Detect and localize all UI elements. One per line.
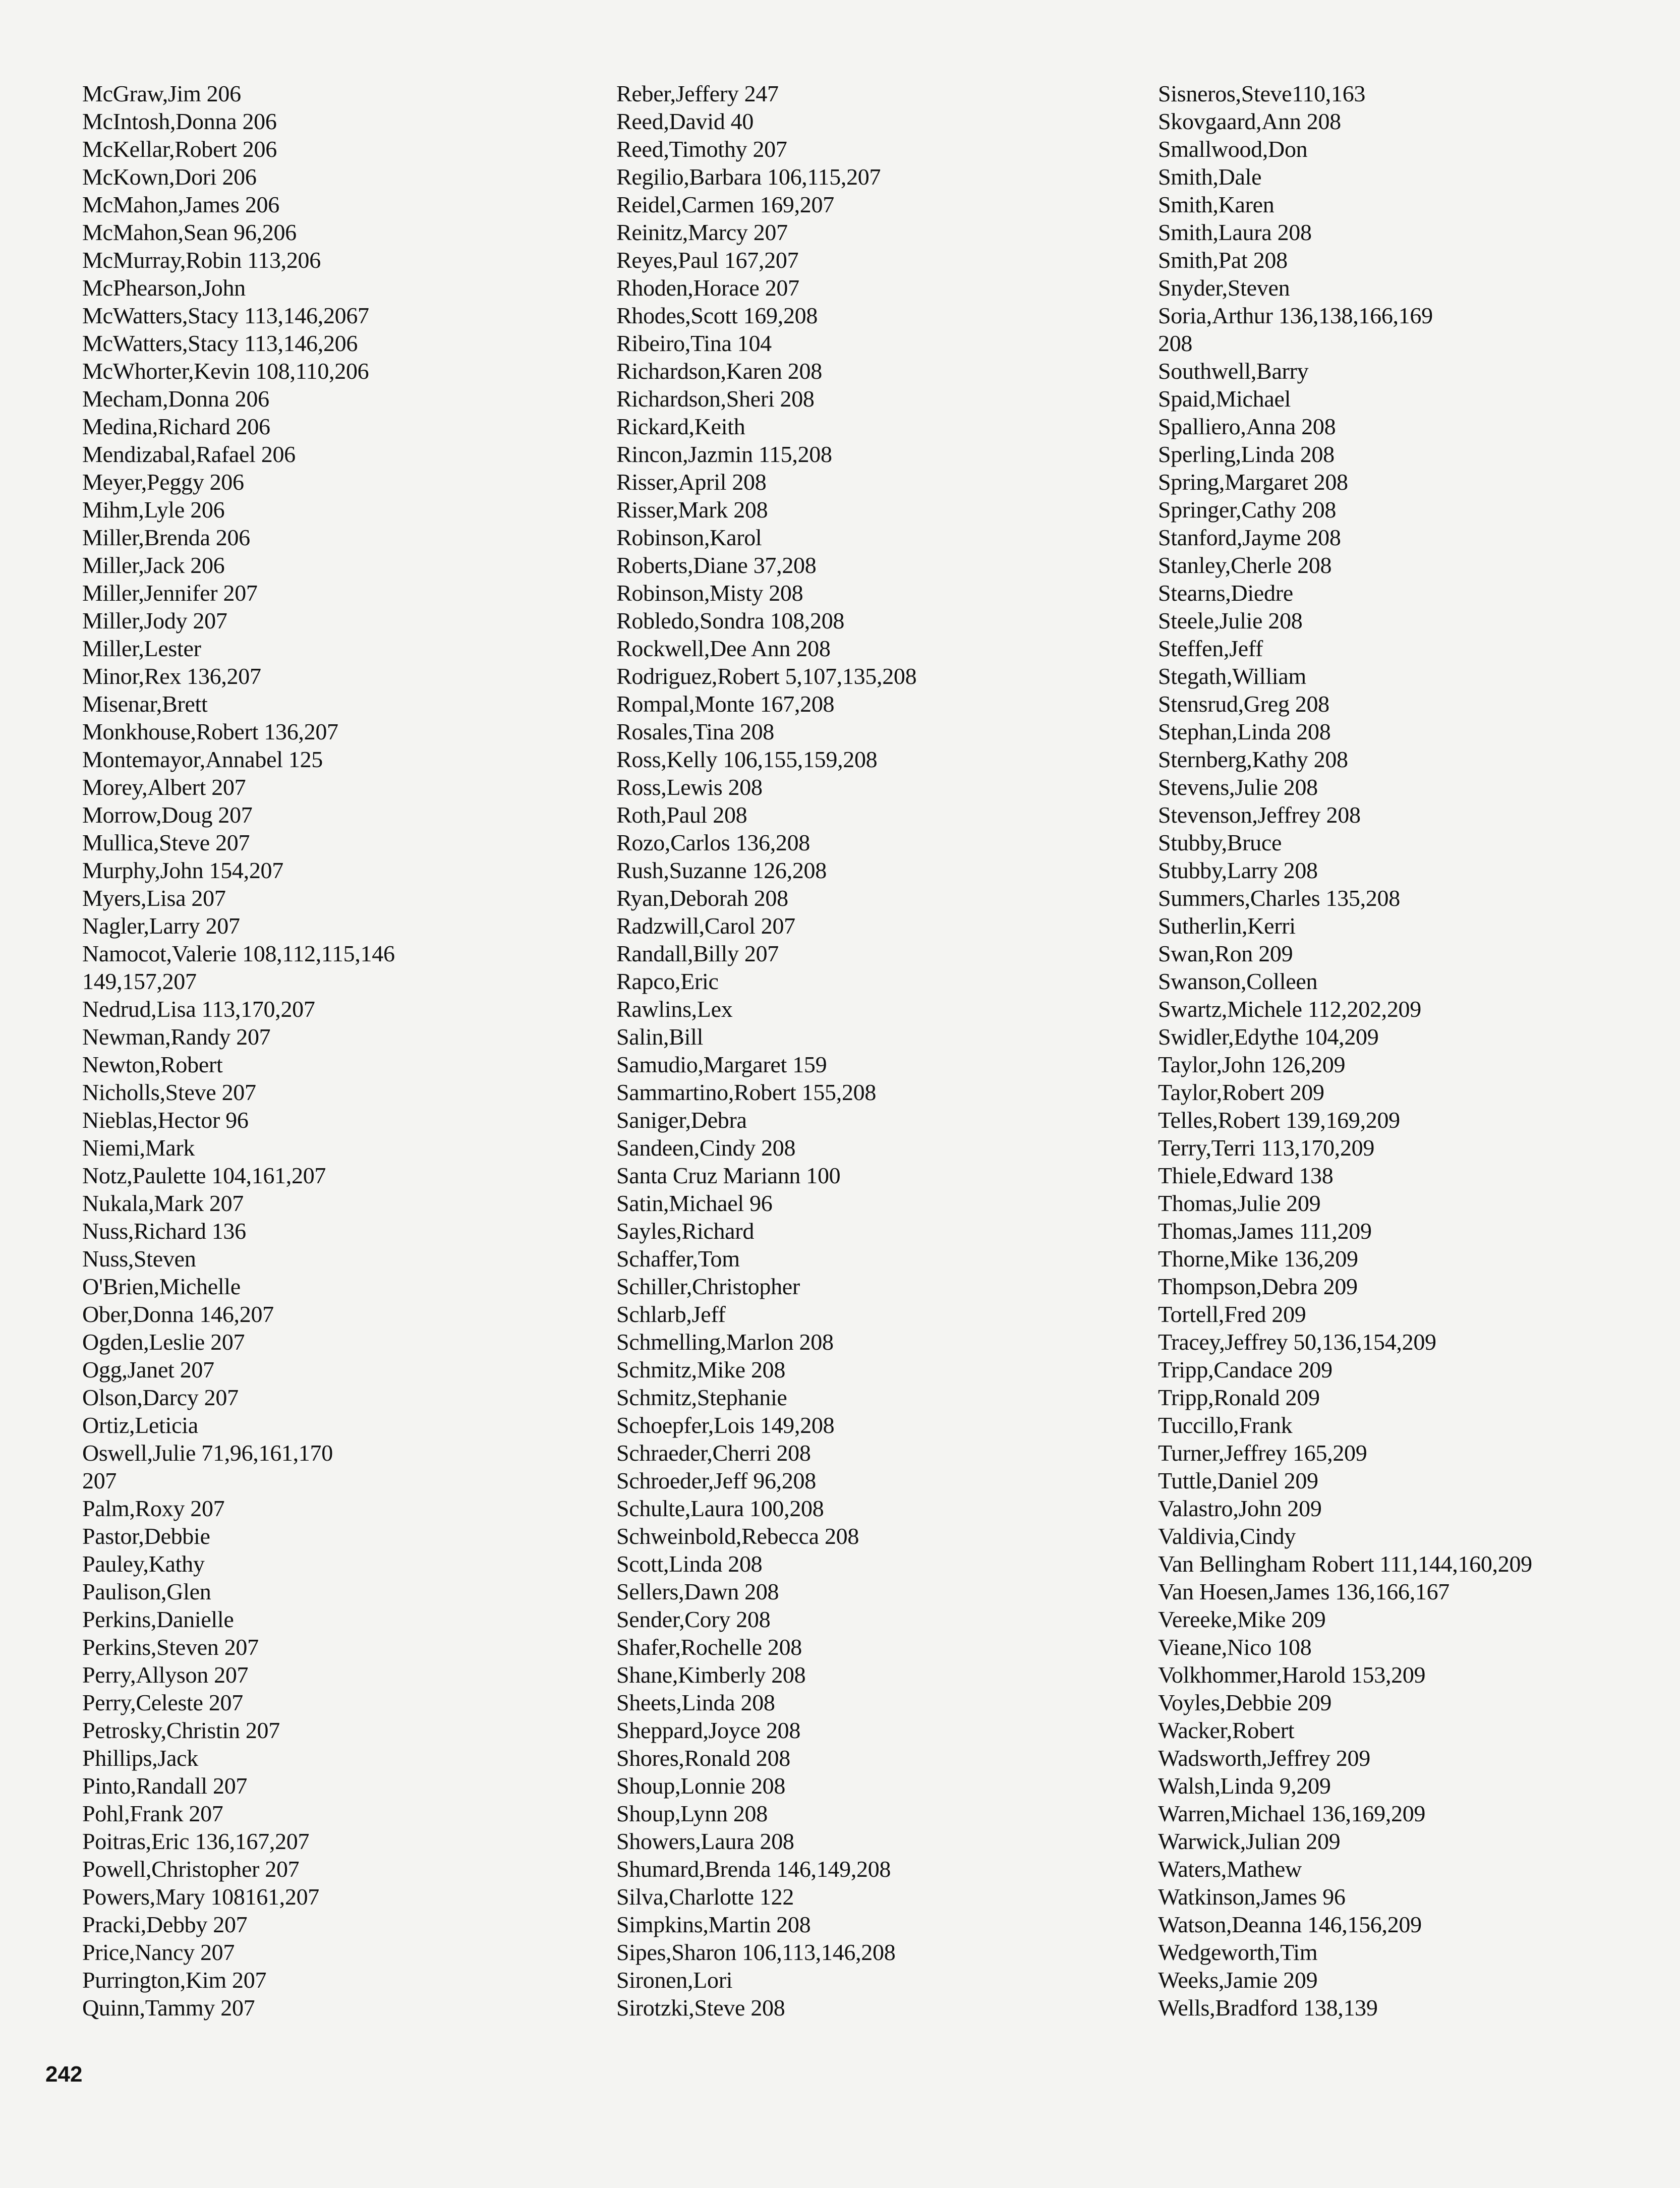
index-entry: Smith,Karen xyxy=(1158,192,1275,217)
index-entry: McWatters,Stacy 113,146,2067 xyxy=(82,303,369,328)
index-entry: Reidel,Carmen 169,207 xyxy=(616,192,834,217)
index-entry: Mendizabal,Rafael 206 xyxy=(82,441,296,467)
index-entry: Montemayor,Annabel 125 xyxy=(82,746,323,772)
index-entry: McMahon,Sean 96,206 xyxy=(82,219,297,245)
index-entry: Sirotzki,Steve 208 xyxy=(616,1995,785,2021)
index-entry: Risser,April 208 xyxy=(616,469,767,495)
index-entry: Taylor,John 126,209 xyxy=(1158,1052,1346,1077)
index-entry: Shoup,Lynn 208 xyxy=(616,1801,768,1826)
index-entry: Rhodes,Scott 169,208 xyxy=(616,303,818,328)
index-entry: Tracey,Jeffrey 50,136,154,209 xyxy=(1158,1329,1436,1355)
index-entry: Tripp,Ronald 209 xyxy=(1158,1385,1320,1410)
index-entry: Reyes,Paul 167,207 xyxy=(616,247,799,273)
index-entry: Rickard,Keith xyxy=(616,414,745,439)
index-entry: Pinto,Randall 207 xyxy=(82,1773,248,1799)
index-entry: Wadsworth,Jeffrey 209 xyxy=(1158,1745,1370,1771)
index-entry: Sayles,Richard xyxy=(616,1218,755,1244)
index-entry: Telles,Robert 139,169,209 xyxy=(1158,1107,1400,1133)
index-entry: Ryan,Deborah 208 xyxy=(616,885,788,911)
index-entry: Stephan,Linda 208 xyxy=(1158,719,1331,744)
index-entry: Schulte,Laura 100,208 xyxy=(616,1495,824,1521)
index-entry: Robinson,Misty 208 xyxy=(616,580,803,606)
index-entry: McKown,Dori 206 xyxy=(82,164,257,190)
index-entry: Warren,Michael 136,169,209 xyxy=(1158,1801,1426,1826)
index-entry: Miller,Lester xyxy=(82,636,201,661)
index-entry: Sperling,Linda 208 xyxy=(1158,441,1335,467)
index-entry: Southwell,Barry xyxy=(1158,358,1309,384)
index-entry: Nedrud,Lisa 113,170,207 xyxy=(82,996,315,1022)
index-entry: Perry,Celeste 207 xyxy=(82,1690,243,1715)
index-entry: Schweinbold,Rebecca 208 xyxy=(616,1523,859,1549)
index-entry: McWatters,Stacy 113,146,206 xyxy=(82,330,358,356)
index-entry: Ogg,Janet 207 xyxy=(82,1357,214,1383)
index-entry: Vereeke,Mike 209 xyxy=(1158,1606,1326,1632)
index-entry: Nuss,Richard 136 xyxy=(82,1218,246,1244)
index-entry: Poitras,Eric 136,167,207 xyxy=(82,1828,310,1854)
index-entry: Warwick,Julian 209 xyxy=(1158,1828,1341,1854)
index-entry: Mullica,Steve 207 xyxy=(82,830,250,855)
index-column-1 xyxy=(82,80,395,2022)
index-entry: Pracki,Debby 207 xyxy=(82,1912,248,1937)
index-entry: Price,Nancy 207 xyxy=(82,1939,235,1965)
index-entry: Ogden,Leslie 207 xyxy=(82,1329,245,1355)
index-entry: Spaid,Michael xyxy=(1158,386,1291,412)
index-entry: Reinitz,Marcy 207 xyxy=(616,219,788,245)
index-entry: Pauley,Kathy xyxy=(82,1551,205,1577)
index-entry: Smith,Laura 208 xyxy=(1158,219,1312,245)
index-entry: Notz,Paulette 104,161,207 xyxy=(82,1163,326,1188)
index-entry: Thiele,Edward 138 xyxy=(1158,1163,1334,1188)
index-entry: Myers,Lisa 207 xyxy=(82,885,226,911)
index-entry: Tripp,Candace 209 xyxy=(1158,1357,1333,1383)
index-entry: Wacker,Robert xyxy=(1158,1717,1295,1743)
index-entry: Schoepfer,Lois 149,208 xyxy=(616,1412,835,1438)
index-column-2 xyxy=(616,80,916,2022)
index-entry: Powell,Christopher 207 xyxy=(82,1856,300,1882)
index-entry: Mihm,Lyle 206 xyxy=(82,497,225,523)
index-entry: Morey,Albert 207 xyxy=(82,774,246,800)
index-entry: Rincon,Jazmin 115,208 xyxy=(616,441,832,467)
index-entry: Shoup,Lonnie 208 xyxy=(616,1773,786,1799)
index-entry: Stearns,Diedre xyxy=(1158,580,1293,606)
index-entry: Perkins,Danielle xyxy=(82,1606,234,1632)
index-entry: McPhearson,John xyxy=(82,275,246,301)
index-entry: Samudio,Margaret 159 xyxy=(616,1052,827,1077)
index-entry: Simpkins,Martin 208 xyxy=(616,1912,811,1937)
index-entry: Stevenson,Jeffrey 208 xyxy=(1158,802,1361,828)
index-entry: McGraw,Jim 206 xyxy=(82,81,241,106)
index-entry: Rompal,Monte 167,208 xyxy=(616,691,835,717)
index-entry: Ober,Donna 146,207 xyxy=(82,1301,274,1327)
index-entry: Rockwell,Dee Ann 208 xyxy=(616,636,831,661)
index-entry: Wells,Bradford 138,139 xyxy=(1158,1995,1378,2021)
index-entry: Spalliero,Anna 208 xyxy=(1158,414,1336,439)
index-entry: Valdivia,Cindy xyxy=(1158,1523,1296,1549)
index-entry: Sender,Cory 208 xyxy=(616,1606,771,1632)
index-entry: Regilio,Barbara 106,115,207 xyxy=(616,164,881,190)
index-entry: Tortell,Fred 209 xyxy=(1158,1301,1306,1327)
index-entry: Smith,Pat 208 xyxy=(1158,247,1288,273)
index-entry: Rodriguez,Robert 5,107,135,208 xyxy=(616,663,917,689)
index-entry: Soria,Arthur 136,138,166,169 xyxy=(1158,303,1433,328)
index-entry: Sternberg,Kathy 208 xyxy=(1158,746,1348,772)
index-entry: Steele,Julie 208 xyxy=(1158,608,1303,634)
index-entry: Skovgaard,Ann 208 xyxy=(1158,108,1341,134)
index-entry: Miller,Jack 206 xyxy=(82,552,225,578)
index-entry: Oswell,Julie 71,96,161,170 xyxy=(82,1440,333,1466)
index-entry: Richardson,Sheri 208 xyxy=(616,386,815,412)
index-entry: Roberts,Diane 37,208 xyxy=(616,552,817,578)
index-entry: Smith,Dale xyxy=(1158,164,1262,190)
index-entry: Pastor,Debbie xyxy=(82,1523,210,1549)
index-entry: Stubby,Bruce xyxy=(1158,830,1282,855)
index-entry: Van Hoesen,James 136,166,167 xyxy=(1158,1579,1450,1604)
index-entry: Ross,Kelly 106,155,159,208 xyxy=(616,746,878,772)
index-entry: Minor,Rex 136,207 xyxy=(82,663,261,689)
index-entry: Schlarb,Jeff xyxy=(616,1301,726,1327)
index-entry: Randall,Billy 207 xyxy=(616,941,779,966)
index-entry: Vieane,Nico 108 xyxy=(1158,1634,1312,1660)
index-entry: Rosales,Tina 208 xyxy=(616,719,774,744)
index-entry: Newton,Robert xyxy=(82,1052,223,1077)
index-entry: Schmelling,Marlon 208 xyxy=(616,1329,834,1355)
index-entry: Sironen,Lori xyxy=(616,1967,733,1993)
index-entry: Nukala,Mark 207 xyxy=(82,1190,244,1216)
index-entry: McKellar,Robert 206 xyxy=(82,136,277,162)
index-entry: Rawlins,Lex xyxy=(616,996,733,1022)
index-entry: Murphy,John 154,207 xyxy=(82,857,283,883)
index-entry: Rozo,Carlos 136,208 xyxy=(616,830,810,855)
index-entry: Richardson,Karen 208 xyxy=(616,358,822,384)
index-entry: Walsh,Linda 9,209 xyxy=(1158,1773,1331,1799)
index-entry: Sheets,Linda 208 xyxy=(616,1690,775,1715)
index-entry: Santa Cruz Mariann 100 xyxy=(616,1163,841,1188)
index-entry: Silva,Charlotte 122 xyxy=(616,1884,794,1910)
index-entry: Swanson,Colleen xyxy=(1158,968,1318,994)
index-entry: 149,157,207 xyxy=(82,968,197,994)
index-entry: Swartz,Michele 112,202,209 xyxy=(1158,996,1421,1022)
index-entry: Robledo,Sondra 108,208 xyxy=(616,608,845,634)
index-entry: McMurray,Robin 113,206 xyxy=(82,247,321,273)
index-entry: Schiller,Christopher xyxy=(616,1274,800,1299)
index-entry: 208 xyxy=(1158,330,1193,356)
index-entry: Stensrud,Greg 208 xyxy=(1158,691,1329,717)
index-entry: Powers,Mary 108161,207 xyxy=(82,1884,319,1910)
index-entry: Paulison,Glen xyxy=(82,1579,211,1604)
index-column-3 xyxy=(1158,80,1532,2022)
index-entry: Quinn,Tammy 207 xyxy=(82,1995,255,2021)
index-entry: Nieblas,Hector 96 xyxy=(82,1107,249,1133)
index-entry: Shafer,Rochelle 208 xyxy=(616,1634,802,1660)
index-entry: Thompson,Debra 209 xyxy=(1158,1274,1358,1299)
index-entry: Voyles,Debbie 209 xyxy=(1158,1690,1332,1715)
index-entry: Sandeen,Cindy 208 xyxy=(616,1135,796,1161)
index-entry: Stegath,William xyxy=(1158,663,1306,689)
index-entry: Sheppard,Joyce 208 xyxy=(616,1717,801,1743)
index-entry: Nagler,Larry 207 xyxy=(82,913,240,939)
index-entry: Thomas,Julie 209 xyxy=(1158,1190,1321,1216)
index-entry: Volkhommer,Harold 153,209 xyxy=(1158,1662,1426,1688)
index-entry: Miller,Jennifer 207 xyxy=(82,580,258,606)
index-entry: Snyder,Steven xyxy=(1158,275,1290,301)
index-entry: Smallwood,Don xyxy=(1158,136,1308,162)
index-entry: Medina,Richard 206 xyxy=(82,414,270,439)
index-entry: Schraeder,Cherri 208 xyxy=(616,1440,811,1466)
index-entry: Mecham,Donna 206 xyxy=(82,386,269,412)
index-entry: Miller,Brenda 206 xyxy=(82,525,250,550)
index-entry: Wedgeworth,Tim xyxy=(1158,1939,1318,1965)
index-entry: Thorne,Mike 136,209 xyxy=(1158,1246,1358,1272)
index-entry: Watkinson,James 96 xyxy=(1158,1884,1346,1910)
index-entry: Newman,Randy 207 xyxy=(82,1024,271,1050)
index-entry: Pohl,Frank 207 xyxy=(82,1801,223,1826)
index-entry: Taylor,Robert 209 xyxy=(1158,1079,1324,1105)
index-entry: Stanley,Cherle 208 xyxy=(1158,552,1332,578)
index-entry: Namocot,Valerie 108,112,115,146 xyxy=(82,941,395,966)
index-entry: Perry,Allyson 207 xyxy=(82,1662,249,1688)
index-entry: Ortiz,Leticia xyxy=(82,1412,198,1438)
index-entry: Risser,Mark 208 xyxy=(616,497,768,523)
index-entry: Showers,Laura 208 xyxy=(616,1828,794,1854)
index-entry: Roth,Paul 208 xyxy=(616,802,747,828)
index-entry: Olson,Darcy 207 xyxy=(82,1385,239,1410)
index-entry: Nuss,Steven xyxy=(82,1246,196,1272)
index-entry: Terry,Terri 113,170,209 xyxy=(1158,1135,1375,1161)
index-entry: Monkhouse,Robert 136,207 xyxy=(82,719,338,744)
index-entry: Purrington,Kim 207 xyxy=(82,1967,267,1993)
index-entry: McWhorter,Kevin 108,110,206 xyxy=(82,358,369,384)
index-entry: Schaffer,Tom xyxy=(616,1246,740,1272)
index-entry: Misenar,Brett xyxy=(82,691,208,717)
index-entry: Phillips,Jack xyxy=(82,1745,198,1771)
index-entry: Perkins,Steven 207 xyxy=(82,1634,259,1660)
index-entry: Nicholls,Steve 207 xyxy=(82,1079,256,1105)
index-entry: Watson,Deanna 146,156,209 xyxy=(1158,1912,1422,1937)
index-entry: McMahon,James 206 xyxy=(82,192,279,217)
index-entry: Morrow,Doug 207 xyxy=(82,802,253,828)
index-entry: Schmitz,Mike 208 xyxy=(616,1357,786,1383)
index-entry: Sipes,Sharon 106,113,146,208 xyxy=(616,1939,896,1965)
index-entry: Saniger,Debra xyxy=(616,1107,747,1133)
index-entry: Shores,Ronald 208 xyxy=(616,1745,790,1771)
index-entry: Reed,Timothy 207 xyxy=(616,136,787,162)
index-entry: Salin,Bill xyxy=(616,1024,704,1050)
index-entry: Spring,Margaret 208 xyxy=(1158,469,1348,495)
index-entry: Radzwill,Carol 207 xyxy=(616,913,795,939)
index-entry: Springer,Cathy 208 xyxy=(1158,497,1337,523)
index-entry: Steffen,Jeff xyxy=(1158,636,1263,661)
index-entry: Tuccillo,Frank xyxy=(1158,1412,1293,1438)
index-entry: Niemi,Mark xyxy=(82,1135,195,1161)
index-entry: Waters,Mathew xyxy=(1158,1856,1302,1882)
index-entry: Sammartino,Robert 155,208 xyxy=(616,1079,877,1105)
index-entry: Rapco,Eric xyxy=(616,968,719,994)
index-entry: 207 xyxy=(82,1468,117,1493)
index-entry: O'Brien,Michelle xyxy=(82,1274,241,1299)
index-entry: Reed,David 40 xyxy=(616,108,754,134)
index-entry: Schroeder,Jeff 96,208 xyxy=(616,1468,816,1493)
index-entry: Petrosky,Christin 207 xyxy=(82,1717,280,1743)
index-entry: Rush,Suzanne 126,208 xyxy=(616,857,827,883)
index-entry: Schmitz,Stephanie xyxy=(616,1385,787,1410)
index-entry: Satin,Michael 96 xyxy=(616,1190,773,1216)
index-entry: Swan,Ron 209 xyxy=(1158,941,1293,966)
index-entry: Sutherlin,Kerri xyxy=(1158,913,1296,939)
index-entry: Stevens,Julie 208 xyxy=(1158,774,1318,800)
index-entry: Turner,Jeffrey 165,209 xyxy=(1158,1440,1367,1466)
index-entry: Weeks,Jamie 209 xyxy=(1158,1967,1318,1993)
index-entry: Swidler,Edythe 104,209 xyxy=(1158,1024,1379,1050)
index-entry: Van Bellingham Robert 111,144,160,209 xyxy=(1158,1551,1532,1577)
index-entry: Reber,Jeffery 247 xyxy=(616,81,779,106)
index-entry: Shumard,Brenda 146,149,208 xyxy=(616,1856,891,1882)
index-entry: Sellers,Dawn 208 xyxy=(616,1579,779,1604)
page-number: 242 xyxy=(45,2062,83,2087)
index-entry: Thomas,James 111,209 xyxy=(1158,1218,1372,1244)
index-entry: Shane,Kimberly 208 xyxy=(616,1662,806,1688)
index-entry: Valastro,John 209 xyxy=(1158,1495,1322,1521)
index-entry: Scott,Linda 208 xyxy=(616,1551,763,1577)
index-entry: Stubby,Larry 208 xyxy=(1158,857,1318,883)
index-entry: Robinson,Karol xyxy=(616,525,762,550)
index-entry: Palm,Roxy 207 xyxy=(82,1495,225,1521)
index-entry: Meyer,Peggy 206 xyxy=(82,469,244,495)
index-entry: Sisneros,Steve110,163 xyxy=(1158,81,1366,106)
index-entry: Stanford,Jayme 208 xyxy=(1158,525,1341,550)
index-entry: Ross,Lewis 208 xyxy=(616,774,763,800)
index-entry: McIntosh,Donna 206 xyxy=(82,108,277,134)
index-entry: Summers,Charles 135,208 xyxy=(1158,885,1400,911)
index-entry: Rhoden,Horace 207 xyxy=(616,275,799,301)
index-entry: Tuttle,Daniel 209 xyxy=(1158,1468,1318,1493)
index-entry: Miller,Jody 207 xyxy=(82,608,227,634)
index-entry: Ribeiro,Tina 104 xyxy=(616,330,772,356)
